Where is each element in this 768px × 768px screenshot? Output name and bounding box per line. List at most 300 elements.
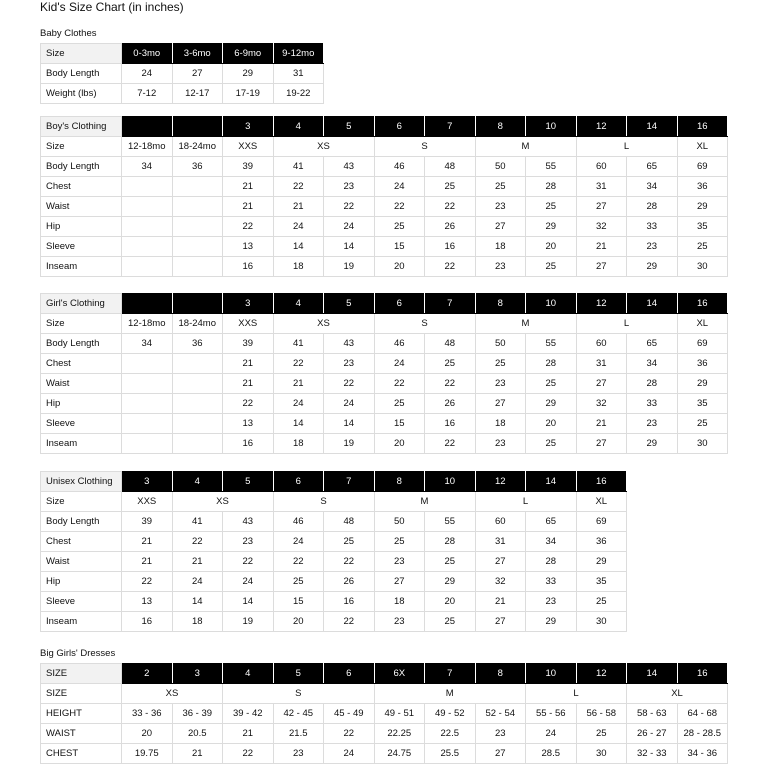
baby-section-title: Baby Clothes <box>40 28 97 39</box>
table-cell: 14 <box>273 237 324 257</box>
size-header-cell <box>122 294 173 314</box>
size-header-cell: 3 <box>122 472 173 492</box>
table-cell: 24 <box>273 394 324 414</box>
table-cell: 24 <box>374 177 425 197</box>
table-cell: 24 <box>324 394 375 414</box>
table-cell: 17-19 <box>223 84 274 104</box>
table-cell: 30 <box>677 434 728 454</box>
table-cell: 21 <box>122 532 173 552</box>
table-cell: 25 <box>324 532 375 552</box>
table-cell: 33 <box>627 217 678 237</box>
letter-size-row <box>41 314 728 334</box>
table-cell <box>172 177 223 197</box>
row-label: Size <box>41 314 122 334</box>
table-cell: 22 <box>425 257 476 277</box>
table-cell: 25 <box>374 394 425 414</box>
table-cell: 29 <box>677 197 728 217</box>
table-cell: 49 - 52 <box>425 704 476 724</box>
table-cell: 29 <box>526 217 577 237</box>
table-cell: 19-22 <box>273 84 324 104</box>
table-cell: 31 <box>475 532 526 552</box>
row-label: Hip <box>41 572 122 592</box>
size-header-row <box>41 472 627 492</box>
letter-size-cell: XS <box>273 314 374 334</box>
size-header-cell: 14 <box>627 294 678 314</box>
boys-clothing-table <box>40 116 728 277</box>
size-header-cell: 5 <box>324 294 375 314</box>
size-header-cell: 7 <box>425 294 476 314</box>
letter-size-cell: XXS <box>223 137 274 157</box>
table-cell <box>122 394 173 414</box>
size-header-cell: 6 <box>273 472 324 492</box>
table-cell: 24 <box>122 64 173 84</box>
table-cell <box>122 237 173 257</box>
row-label: HEIGHT <box>41 704 122 724</box>
table-cell <box>122 374 173 394</box>
table-cell: 16 <box>425 414 476 434</box>
table-row <box>41 724 728 744</box>
row-label: Inseam <box>41 434 122 454</box>
table-cell: 29 <box>677 374 728 394</box>
table-cell: 33 <box>627 394 678 414</box>
size-header-cell: 12 <box>475 472 526 492</box>
table-row <box>41 197 728 217</box>
table-cell: 25 <box>425 354 476 374</box>
table-cell: 23 <box>526 592 577 612</box>
table-cell <box>122 217 173 237</box>
size-header-cell: 4 <box>223 664 274 684</box>
table-cell: 34 - 36 <box>677 744 728 764</box>
letter-size-cell: L <box>526 684 627 704</box>
table-cell: 27 <box>475 217 526 237</box>
table-cell: 32 - 33 <box>627 744 678 764</box>
table-cell: 28 <box>526 552 577 572</box>
table-cell: 21 <box>172 552 223 572</box>
table-cell: 25.5 <box>425 744 476 764</box>
size-header-row <box>41 117 728 137</box>
header-label: Size <box>41 44 122 64</box>
table-cell: 27 <box>374 572 425 592</box>
table-cell: 25 <box>576 592 627 612</box>
table-cell: 12-17 <box>172 84 223 104</box>
table-cell: 29 <box>627 257 678 277</box>
table-row <box>41 532 627 552</box>
table-cell: 16 <box>223 434 274 454</box>
letter-size-cell: 12-18mo <box>122 137 173 157</box>
table-cell: 23 <box>475 374 526 394</box>
table-cell: 18 <box>475 414 526 434</box>
row-label: Sleeve <box>41 414 122 434</box>
table-cell: 27 <box>576 434 627 454</box>
table-cell: 39 <box>223 334 274 354</box>
table-row <box>41 157 728 177</box>
table-cell: 22 <box>122 572 173 592</box>
table-cell: 19 <box>324 257 375 277</box>
table-cell: 24 <box>273 532 324 552</box>
table-cell: 25 <box>425 552 476 572</box>
size-header-cell: 2 <box>122 664 173 684</box>
row-label: Size <box>41 492 122 512</box>
table-cell: 22 <box>324 724 375 744</box>
big-girls-dresses-table <box>40 663 728 764</box>
table-cell: 29 <box>526 612 577 632</box>
size-header-cell: 6-9mo <box>223 44 274 64</box>
table-cell: 30 <box>576 744 627 764</box>
letter-size-cell: XL <box>677 137 728 157</box>
table-cell: 34 <box>122 157 173 177</box>
table-cell: 24.75 <box>374 744 425 764</box>
table-cell: 22 <box>324 552 375 572</box>
table-row <box>41 744 728 764</box>
size-header-cell: 8 <box>475 664 526 684</box>
table-cell: 48 <box>324 512 375 532</box>
letter-size-cell: M <box>475 314 576 334</box>
table-cell: 46 <box>273 512 324 532</box>
table-cell <box>172 217 223 237</box>
size-header-cell: 16 <box>677 664 728 684</box>
table-cell: 14 <box>324 414 375 434</box>
table-cell: 15 <box>273 592 324 612</box>
table-cell <box>172 237 223 257</box>
table-cell: 64 - 68 <box>677 704 728 724</box>
table-row <box>41 512 627 532</box>
table-cell: 31 <box>576 177 627 197</box>
table-row <box>41 257 728 277</box>
table-cell: 65 <box>627 157 678 177</box>
table-cell: 21 <box>273 374 324 394</box>
table-row <box>41 552 627 572</box>
table-cell: 22 <box>374 197 425 217</box>
table-cell: 34 <box>627 354 678 374</box>
table-cell <box>172 257 223 277</box>
size-header-cell: 14 <box>526 472 577 492</box>
table-cell: 27 <box>576 197 627 217</box>
letter-size-cell: XXS <box>223 314 274 334</box>
size-header-row <box>41 44 324 64</box>
table-cell <box>172 394 223 414</box>
table-cell: 23 <box>374 552 425 572</box>
letter-size-cell: S <box>273 492 374 512</box>
table-cell: 69 <box>677 334 728 354</box>
table-cell <box>172 374 223 394</box>
table-cell: 22 <box>425 434 476 454</box>
table-cell: 26 <box>425 394 476 414</box>
size-header-cell: 5 <box>324 117 375 137</box>
table-cell: 36 - 39 <box>172 704 223 724</box>
table-cell: 22 <box>273 354 324 374</box>
row-label: Body Length <box>41 334 122 354</box>
table-cell: 25 <box>475 354 526 374</box>
row-label: WAIST <box>41 724 122 744</box>
table-cell: 22 <box>425 197 476 217</box>
table-cell: 28 <box>627 197 678 217</box>
table-cell: 43 <box>223 512 274 532</box>
table-cell: 22 <box>273 552 324 572</box>
table-cell <box>122 177 173 197</box>
table-cell: 23 <box>223 532 274 552</box>
letter-size-cell: L <box>576 137 677 157</box>
row-label: Chest <box>41 532 122 552</box>
table-row <box>41 704 728 724</box>
table-cell: 34 <box>526 532 577 552</box>
table-cell: 35 <box>576 572 627 592</box>
size-header-cell: 3-6mo <box>172 44 223 64</box>
table-cell: 16 <box>324 592 375 612</box>
table-cell: 29 <box>223 64 274 84</box>
letter-size-cell: L <box>576 314 677 334</box>
table-cell: 25 <box>475 177 526 197</box>
table-cell: 14 <box>172 592 223 612</box>
table-cell: 41 <box>172 512 223 532</box>
table-cell: 43 <box>324 157 375 177</box>
size-header-cell: 16 <box>677 117 728 137</box>
size-header-cell: 12 <box>576 294 627 314</box>
table-cell: 22 <box>374 374 425 394</box>
row-label: Size <box>41 137 122 157</box>
table-row <box>41 237 728 257</box>
row-label: Waist <box>41 374 122 394</box>
size-header-cell: 6 <box>324 664 375 684</box>
size-header-cell: 10 <box>526 664 577 684</box>
table-cell: 34 <box>627 177 678 197</box>
table-cell: 50 <box>374 512 425 532</box>
letter-size-cell: M <box>475 137 576 157</box>
table-cell: 20 <box>374 434 425 454</box>
size-header-cell: 10 <box>526 294 577 314</box>
table-cell: 34 <box>122 334 173 354</box>
table-cell: 25 <box>526 197 577 217</box>
table-row <box>41 64 324 84</box>
table-cell: 13 <box>223 237 274 257</box>
table-cell: 14 <box>223 592 274 612</box>
row-label: CHEST <box>41 744 122 764</box>
row-label: Waist <box>41 197 122 217</box>
table-cell: 25 <box>526 434 577 454</box>
table-cell: 24 <box>526 724 577 744</box>
table-cell: 23 <box>324 354 375 374</box>
table-cell: 33 - 36 <box>122 704 173 724</box>
table-cell: 22 <box>223 217 274 237</box>
table-cell: 20 <box>425 592 476 612</box>
table-row <box>41 84 324 104</box>
table-cell: 23 <box>627 237 678 257</box>
size-header-cell: 14 <box>627 664 678 684</box>
size-header-cell: 6X <box>374 664 425 684</box>
table-cell: 22 <box>223 552 274 572</box>
size-header-row <box>41 664 728 684</box>
table-cell: 19 <box>324 434 375 454</box>
table-cell: 21 <box>223 724 274 744</box>
table-cell: 22 <box>223 394 274 414</box>
table-row <box>41 217 728 237</box>
table-row <box>41 354 728 374</box>
table-cell: 39 <box>122 512 173 532</box>
table-cell: 13 <box>122 592 173 612</box>
table-cell: 58 - 63 <box>627 704 678 724</box>
table-cell: 22 <box>324 197 375 217</box>
table-row <box>41 592 627 612</box>
table-cell: 21 <box>223 374 274 394</box>
table-cell: 65 <box>627 334 678 354</box>
table-cell: 21 <box>223 354 274 374</box>
table-cell: 22 <box>273 177 324 197</box>
table-cell: 29 <box>526 394 577 414</box>
size-header-cell: 12 <box>576 664 627 684</box>
table-cell: 30 <box>576 612 627 632</box>
letter-size-cell: L <box>475 492 576 512</box>
table-cell: 36 <box>576 532 627 552</box>
size-header-cell: 10 <box>425 472 476 492</box>
table-cell: 20 <box>526 414 577 434</box>
table-cell: 13 <box>223 414 274 434</box>
table-cell: 16 <box>122 612 173 632</box>
table-cell: 28 <box>526 354 577 374</box>
table-cell <box>122 354 173 374</box>
size-header-cell: 3 <box>223 117 274 137</box>
table-row <box>41 572 627 592</box>
table-cell: 19 <box>223 612 274 632</box>
row-label: Weight (lbs) <box>41 84 122 104</box>
table-cell: 35 <box>677 217 728 237</box>
table-cell: 25 <box>677 414 728 434</box>
table-cell: 22 <box>172 532 223 552</box>
table-cell: 56 - 58 <box>576 704 627 724</box>
table-cell: 27 <box>576 257 627 277</box>
table-cell: 45 - 49 <box>324 704 375 724</box>
size-header-cell: 6 <box>374 117 425 137</box>
table-cell: 27 <box>172 64 223 84</box>
size-header-cell <box>122 117 173 137</box>
letter-size-row <box>41 492 627 512</box>
table-row <box>41 414 728 434</box>
row-label: Body Length <box>41 64 122 84</box>
size-header-cell: 0-3mo <box>122 44 173 64</box>
table-cell: 26 - 27 <box>627 724 678 744</box>
table-cell: 23 <box>475 434 526 454</box>
table-cell: 60 <box>576 334 627 354</box>
table-cell: 21 <box>172 744 223 764</box>
table-cell <box>122 434 173 454</box>
table-cell: 28 <box>425 532 476 552</box>
letter-size-cell: 12-18mo <box>122 314 173 334</box>
letter-size-cell: XL <box>627 684 728 704</box>
table-cell: 25 <box>374 217 425 237</box>
table-cell: 22.5 <box>425 724 476 744</box>
size-header-cell: 4 <box>273 294 324 314</box>
table-cell: 55 - 56 <box>526 704 577 724</box>
table-cell: 55 <box>425 512 476 532</box>
table-cell: 23 <box>475 724 526 744</box>
table-cell: 25 <box>526 257 577 277</box>
table-cell: 28.5 <box>526 744 577 764</box>
size-header-cell: 6 <box>374 294 425 314</box>
table-cell: 23 <box>627 414 678 434</box>
size-header-cell: 16 <box>576 472 627 492</box>
dresses-section-title: Big Girls' Dresses <box>40 648 116 659</box>
table-cell: 24 <box>374 354 425 374</box>
letter-size-row <box>41 684 728 704</box>
table-cell: 32 <box>576 394 627 414</box>
row-label: Body Length <box>41 157 122 177</box>
table-cell: 52 - 54 <box>475 704 526 724</box>
row-label: Body Length <box>41 512 122 532</box>
size-header-cell: 12 <box>576 117 627 137</box>
table-cell: 21 <box>122 552 173 572</box>
table-cell: 14 <box>273 414 324 434</box>
size-header-row <box>41 294 728 314</box>
table-cell: 55 <box>526 157 577 177</box>
table-row <box>41 177 728 197</box>
table-cell: 41 <box>273 334 324 354</box>
letter-size-cell: M <box>374 684 526 704</box>
table-cell: 39 - 42 <box>223 704 274 724</box>
table-cell: 25 <box>576 724 627 744</box>
table-cell: 14 <box>324 237 375 257</box>
size-header-cell: 7 <box>324 472 375 492</box>
table-cell: 24 <box>324 217 375 237</box>
table-cell: 21 <box>223 197 274 217</box>
row-label: Sleeve <box>41 237 122 257</box>
table-cell: 69 <box>576 512 627 532</box>
table-row <box>41 394 728 414</box>
size-header-cell <box>172 294 223 314</box>
table-cell: 25 <box>425 612 476 632</box>
letter-size-cell: M <box>374 492 475 512</box>
table-cell: 21 <box>223 177 274 197</box>
letter-size-cell: XS <box>172 492 273 512</box>
table-cell: 60 <box>576 157 627 177</box>
table-cell: 26 <box>324 572 375 592</box>
table-cell: 36 <box>172 334 223 354</box>
size-header-cell: 3 <box>172 664 223 684</box>
size-header-cell: 4 <box>273 117 324 137</box>
table-cell: 29 <box>627 434 678 454</box>
table-cell: 65 <box>526 512 577 532</box>
size-header-cell: 5 <box>223 472 274 492</box>
letter-size-cell: 18-24mo <box>172 314 223 334</box>
table-cell <box>172 354 223 374</box>
table-cell: 24 <box>273 217 324 237</box>
table-cell: 20 <box>273 612 324 632</box>
table-cell: 22 <box>324 612 375 632</box>
table-cell: 19.75 <box>122 744 173 764</box>
table-cell: 22.25 <box>374 724 425 744</box>
size-header-cell: 4 <box>172 472 223 492</box>
letter-size-cell: S <box>223 684 375 704</box>
table-cell: 21 <box>475 592 526 612</box>
size-header-cell <box>172 117 223 137</box>
size-header-cell: 7 <box>425 117 476 137</box>
table-cell: 33 <box>526 572 577 592</box>
table-cell: 31 <box>576 354 627 374</box>
table-cell: 35 <box>677 394 728 414</box>
table-cell: 22 <box>223 744 274 764</box>
table-cell: 36 <box>677 354 728 374</box>
letter-size-cell: XXS <box>122 492 173 512</box>
table-cell: 27 <box>576 374 627 394</box>
table-cell: 42 - 45 <box>273 704 324 724</box>
table-cell: 25 <box>526 374 577 394</box>
table-cell: 49 - 51 <box>374 704 425 724</box>
table-cell: 16 <box>425 237 476 257</box>
size-header-cell: 5 <box>273 664 324 684</box>
table-cell: 36 <box>172 157 223 177</box>
table-cell: 23 <box>475 257 526 277</box>
table-cell: 48 <box>425 334 476 354</box>
table-cell: 29 <box>425 572 476 592</box>
table-cell: 28 - 28.5 <box>677 724 728 744</box>
table-cell: 69 <box>677 157 728 177</box>
